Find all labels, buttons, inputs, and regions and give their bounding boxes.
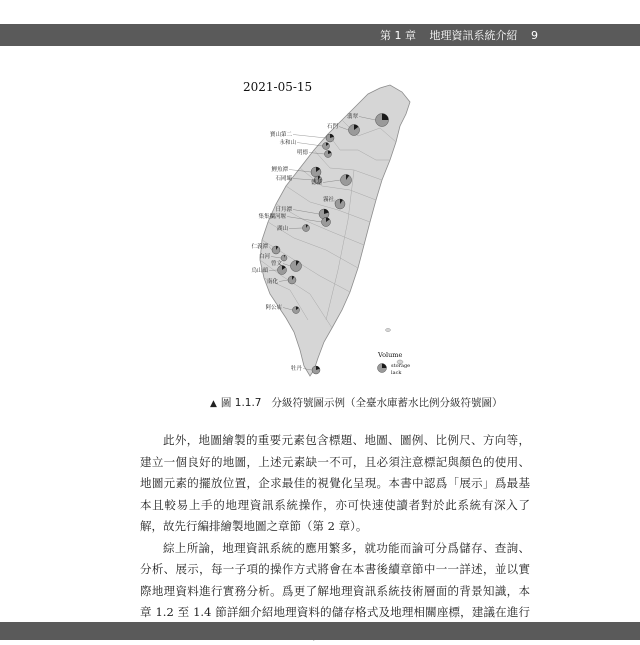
- caption-text: 分級符號圖示例（全臺水庫蓄水比例分級符號圖）: [271, 397, 502, 409]
- figure-number: 圖 1.1.7: [221, 397, 262, 409]
- station-label-15: 烏山頭: [251, 266, 268, 274]
- station-label-8: 霧社: [323, 195, 335, 203]
- station-label-11: 湖山: [277, 224, 289, 232]
- station-label-1: 石門: [327, 122, 339, 130]
- paragraph-1: 此外，地圖繪製的重要元素包含標題、地圖、圖例、比例尺、方向等，建立一個良好的地圖，上述元素缺一不可，且必須注意標記與顏色的使用、地圖元素的擺放位置，企求最佳的視覺化呈現。本書中認爲「展示」爲最基本且較易上手的地理資訊系統操作，亦可快速使讀者對於此系統有深入了解，故先行編排繪製地圖之章節（第 2 章）。: [140, 430, 530, 538]
- station-label-3: 永和山: [279, 138, 296, 146]
- footer-band: [0, 622, 640, 640]
- legend: [377, 351, 410, 376]
- figure-caption: [210, 395, 502, 410]
- page-number: 9: [531, 29, 538, 42]
- chapter-label: 第 1 章: [380, 29, 416, 42]
- station-label-17: 阿公店: [265, 303, 282, 311]
- paragraph-2: 綜上所論，地理資訊系統的應用繁多，就功能而論可分爲儲存、查詢、分析、展示，每一子項的操作方式將會在本書後續章節中一一詳述，並以實際地理資料進行實務分析。爲更了解地理資訊系統技術層面的背景知識，本章 1.2 至 1.4 節詳細介紹地理資料的儲存格式及地理相關座標，建議在進行: [140, 538, 530, 645]
- triangle-icon: ▲: [210, 399, 217, 409]
- station-label-2: 寶山第二: [270, 130, 293, 138]
- running-header: [380, 27, 548, 43]
- station-label-6: 石岡壩: [275, 174, 292, 182]
- station-label-14: 曾文: [271, 259, 283, 267]
- station-label-12: 仁義潭: [251, 242, 268, 250]
- legend-lack: lack: [391, 370, 402, 376]
- station-label-0: 翡翠: [347, 112, 359, 120]
- station-label-13: 白河: [259, 252, 271, 260]
- station-label-4: 明德: [297, 148, 309, 156]
- station-label-5: 鯉魚潭: [271, 165, 288, 173]
- station-label-10: 集集攔河堰: [258, 212, 286, 220]
- legend-title: Volume: [377, 351, 402, 359]
- station-label-7: 德基: [311, 178, 323, 186]
- leader-line-2: [293, 135, 326, 139]
- station-label-16: 南化: [267, 277, 279, 285]
- taiwan-reservoir-map: [230, 80, 430, 390]
- body-text: [140, 430, 530, 645]
- station-label-18: 牡丹: [291, 364, 303, 372]
- chapter-title: 地理資訊系統介紹: [430, 29, 518, 42]
- station-label-9: 日月潭: [275, 205, 292, 213]
- map-date: 2021-05-15: [243, 80, 312, 94]
- legend-storage: storage: [391, 363, 410, 369]
